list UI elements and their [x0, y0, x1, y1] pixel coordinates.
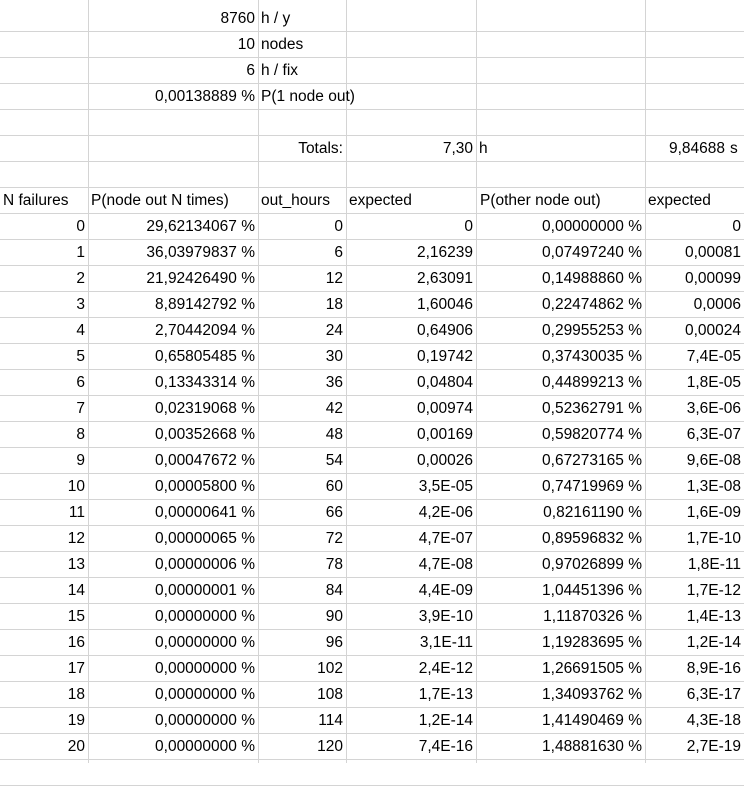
table-cell[interactable]: 0,44899213 % [542, 374, 642, 391]
totals-seconds-unit-cell[interactable]: s [730, 140, 738, 157]
table-cell[interactable]: 0 [334, 218, 343, 235]
table-cell[interactable]: 0,89596832 % [542, 530, 642, 547]
param-unit-cell[interactable]: h / fix [261, 62, 299, 79]
table-cell[interactable]: 1,8E-05 [686, 374, 741, 391]
totals-hours-unit-cell[interactable]: h [479, 140, 488, 157]
table-cell[interactable]: 4,3E-18 [686, 712, 741, 729]
table-cell[interactable]: 0,00047672 % [155, 452, 255, 469]
table-cell[interactable]: 0,00000006 % [155, 556, 255, 573]
table-cell[interactable]: 0,00974 [416, 400, 473, 417]
table-cell[interactable]: 2 [76, 270, 85, 287]
table-cell[interactable]: 4,7E-08 [418, 556, 473, 573]
table-cell[interactable]: 8,9E-16 [686, 660, 741, 677]
table-cell[interactable]: 8 [76, 426, 85, 443]
table-cell[interactable]: 1,48881630 % [542, 738, 642, 755]
table-cell[interactable]: 6,3E-17 [686, 686, 741, 703]
table-cell[interactable]: 0,00169 [416, 426, 473, 443]
table-cell[interactable]: 36,03979837 % [146, 244, 255, 261]
table-cell[interactable]: 0,0006 [693, 296, 741, 313]
totals-label-cell[interactable]: Totals: [298, 140, 343, 157]
table-cell[interactable]: 18 [325, 296, 343, 313]
table-cell[interactable]: 1,8E-11 [687, 556, 741, 573]
table-cell[interactable]: 14 [67, 582, 85, 599]
table-cell[interactable]: 4,7E-07 [418, 530, 473, 547]
table-cell[interactable]: 2,63091 [416, 270, 473, 287]
table-cell[interactable]: 1,19283695 % [542, 634, 642, 651]
table-cell[interactable]: 60 [325, 478, 343, 495]
table-cell[interactable]: 0 [732, 218, 741, 235]
param-value-cell[interactable]: 8760 [220, 10, 255, 27]
table-cell[interactable]: 1,2E-14 [686, 634, 741, 651]
table-cell[interactable]: 2,7E-19 [686, 738, 741, 755]
table-cell[interactable]: 0,65805485 % [155, 348, 255, 365]
table-cell[interactable]: 84 [325, 582, 343, 599]
table-cell[interactable]: 0,00000000 % [155, 738, 255, 755]
table-cell[interactable]: 1,34093762 % [542, 686, 642, 703]
table-cell[interactable]: 1,7E-13 [418, 686, 473, 703]
table-cell[interactable]: 0,97026899 % [542, 556, 642, 573]
column-header[interactable]: N failures [3, 192, 69, 209]
table-cell[interactable]: 20 [67, 738, 85, 755]
param-unit-cell[interactable]: h / y [261, 10, 291, 27]
table-cell[interactable]: 10 [67, 478, 85, 495]
table-cell[interactable]: 30 [325, 348, 343, 365]
table-cell[interactable]: 3,9E-10 [418, 608, 473, 625]
table-cell[interactable]: 3,5E-05 [418, 478, 473, 495]
table-cell[interactable]: 8,89142792 % [155, 296, 255, 313]
table-cell[interactable]: 24 [325, 322, 343, 339]
table-cell[interactable]: 0,00000001 % [155, 582, 255, 599]
table-cell[interactable]: 7 [76, 400, 85, 417]
table-cell[interactable]: 4 [76, 322, 85, 339]
table-cell[interactable]: 6 [334, 244, 343, 261]
table-cell[interactable]: 1,04451396 % [542, 582, 642, 599]
table-cell[interactable]: 0,22474862 % [542, 296, 642, 313]
column-header[interactable]: P(node out N times) [91, 192, 229, 209]
table-cell[interactable]: 9,6E-08 [686, 452, 741, 469]
table-cell[interactable]: 48 [325, 426, 343, 443]
table-cell[interactable]: 4,4E-09 [418, 582, 473, 599]
table-cell[interactable]: 3,6E-06 [686, 400, 741, 417]
table-cell[interactable]: 1,7E-10 [686, 530, 741, 547]
table-cell[interactable]: 0,00000000 % [155, 634, 255, 651]
table-cell[interactable]: 0,00081 [684, 244, 741, 261]
table-cell[interactable]: 16 [67, 634, 85, 651]
table-cell[interactable]: 54 [325, 452, 343, 469]
table-cell[interactable]: 102 [317, 660, 343, 677]
table-cell[interactable]: 0,00000641 % [155, 504, 255, 521]
param-value-cell[interactable]: 10 [237, 36, 255, 53]
table-cell[interactable]: 0,74719969 % [542, 478, 642, 495]
param-unit-cell[interactable]: nodes [261, 36, 304, 53]
table-cell[interactable]: 0,64906 [416, 322, 473, 339]
table-cell[interactable]: 2,4E-12 [418, 660, 473, 677]
param-unit-cell[interactable]: P(1 node out) [261, 88, 355, 105]
table-cell[interactable]: 0,02319068 % [155, 400, 255, 417]
table-cell[interactable]: 36 [325, 374, 343, 391]
table-cell[interactable]: 1,6E-09 [686, 504, 741, 521]
table-cell[interactable]: 7,4E-16 [418, 738, 473, 755]
table-cell[interactable]: 0,19742 [416, 348, 473, 365]
table-cell[interactable]: 1,11870326 % [543, 608, 642, 625]
column-header[interactable]: expected [648, 192, 711, 209]
table-cell[interactable]: 29,62134067 % [146, 218, 255, 235]
table-cell[interactable]: 72 [325, 530, 343, 547]
table-cell[interactable]: 120 [317, 738, 343, 755]
table-cell[interactable]: 0,07497240 % [542, 244, 642, 261]
table-cell[interactable]: 0,59820774 % [542, 426, 642, 443]
table-cell[interactable]: 18 [67, 686, 85, 703]
table-cell[interactable]: 0,00000065 % [155, 530, 255, 547]
table-cell[interactable]: 0,00000000 % [155, 712, 255, 729]
table-cell[interactable]: 0,00099 [684, 270, 741, 287]
table-cell[interactable]: 1 [76, 244, 85, 261]
table-cell[interactable]: 66 [325, 504, 343, 521]
table-cell[interactable]: 0,00000000 % [155, 686, 255, 703]
table-cell[interactable]: 0,82161190 % [543, 504, 642, 521]
table-cell[interactable]: 3,1E-11 [419, 634, 473, 651]
table-cell[interactable]: 0,00000000 % [542, 218, 642, 235]
table-cell[interactable]: 90 [325, 608, 343, 625]
table-cell[interactable]: 12 [325, 270, 343, 287]
param-value-cell[interactable]: 6 [246, 62, 255, 79]
table-cell[interactable]: 42 [325, 400, 343, 417]
table-cell[interactable]: 108 [317, 686, 343, 703]
column-header[interactable]: out_hours [261, 192, 330, 209]
table-cell[interactable]: 19 [67, 712, 85, 729]
table-cell[interactable]: 15 [67, 608, 85, 625]
table-cell[interactable]: 6,3E-07 [686, 426, 741, 443]
table-cell[interactable]: 1,60046 [416, 296, 473, 313]
param-value-cell[interactable]: 0,00138889 % [155, 88, 255, 105]
table-cell[interactable]: 2,70442094 % [155, 322, 255, 339]
table-cell[interactable]: 6 [76, 374, 85, 391]
table-cell[interactable]: 1,41490469 % [542, 712, 642, 729]
table-cell[interactable]: 0 [464, 218, 473, 235]
table-cell[interactable]: 7,4E-05 [686, 348, 741, 365]
table-cell[interactable]: 1,4E-13 [686, 608, 741, 625]
table-cell[interactable]: 0,67273165 % [542, 452, 642, 469]
table-cell[interactable]: 1,26691505 % [542, 660, 642, 677]
table-cell[interactable]: 5 [76, 348, 85, 365]
table-cell[interactable]: 1,3E-08 [686, 478, 741, 495]
table-cell[interactable]: 0,13343314 % [155, 374, 255, 391]
table-cell[interactable]: 0,04804 [416, 374, 473, 391]
table-cell[interactable]: 78 [325, 556, 343, 573]
table-cell[interactable]: 96 [325, 634, 343, 651]
table-cell[interactable]: 21,92426490 % [146, 270, 255, 287]
table-cell[interactable]: 1,2E-14 [418, 712, 473, 729]
table-cell[interactable]: 11 [68, 504, 85, 521]
table-cell[interactable]: 9 [76, 452, 85, 469]
table-cell[interactable]: 2,16239 [416, 244, 473, 261]
table-cell[interactable]: 0,52362791 % [542, 400, 642, 417]
table-cell[interactable]: 0,00026 [416, 452, 473, 469]
table-cell[interactable]: 0,00005800 % [155, 478, 255, 495]
table-cell[interactable]: 3 [76, 296, 85, 313]
totals-seconds-cell[interactable]: 9,84688 [668, 140, 725, 157]
column-header[interactable]: expected [349, 192, 412, 209]
table-cell[interactable]: 0,00000000 % [155, 660, 255, 677]
table-cell[interactable]: 0,00024 [684, 322, 741, 339]
table-cell[interactable]: 4,2E-06 [418, 504, 473, 521]
table-cell[interactable]: 0 [76, 218, 85, 235]
table-cell[interactable]: 17 [67, 660, 85, 677]
table-cell[interactable]: 0,14988860 % [542, 270, 642, 287]
table-cell[interactable]: 1,7E-12 [686, 582, 741, 599]
table-cell[interactable]: 13 [67, 556, 85, 573]
column-header[interactable]: P(other node out) [480, 192, 601, 209]
table-cell[interactable]: 0,37430035 % [542, 348, 642, 365]
table-cell[interactable]: 0,00000000 % [155, 608, 255, 625]
table-cell[interactable]: 0,00352668 % [155, 426, 255, 443]
table-cell[interactable]: 12 [67, 530, 85, 547]
totals-hours-cell[interactable]: 7,30 [442, 140, 473, 157]
table-cell[interactable]: 114 [318, 712, 343, 729]
table-cell[interactable]: 0,29955253 % [542, 322, 642, 339]
